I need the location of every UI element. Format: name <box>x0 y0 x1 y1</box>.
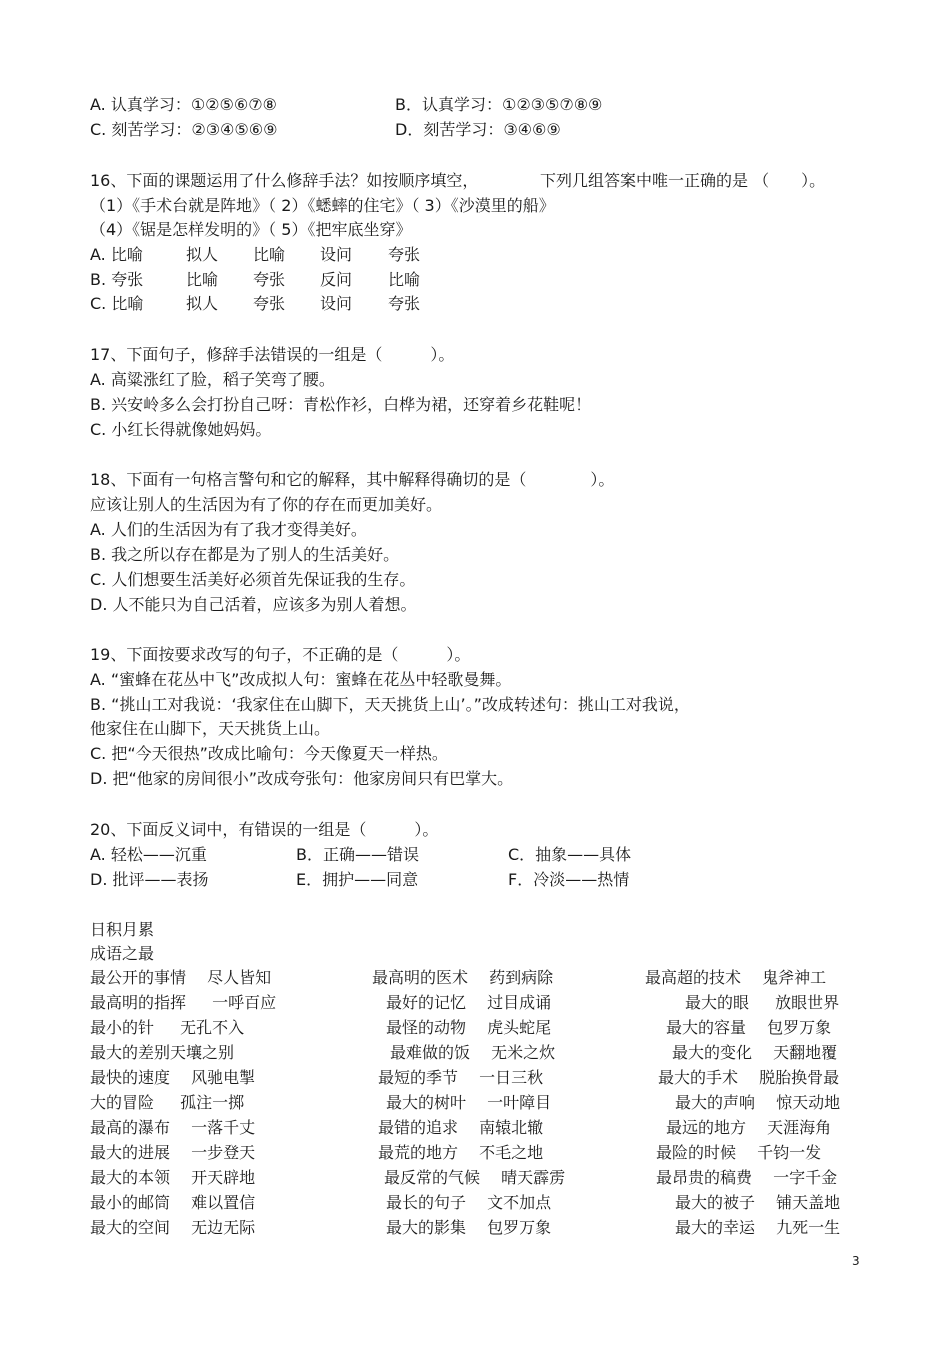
q19-option-d: D. 把“他家的房间很小”改成夸张句：他家房间只有巴掌大。 <box>90 769 514 788</box>
q15-option-a: A. 认真学习：①②⑤⑥⑦⑧ <box>90 95 277 114</box>
q20-option-c: C．抽象——具体 <box>508 845 632 864</box>
idiom-item: 最高明的医术 药到病除 <box>372 968 554 987</box>
q20-option-e: E．拥护——同意 <box>296 870 419 889</box>
q16-option-a-item: 比喻 <box>253 245 286 264</box>
idiom-item: 最快的速度 风驰电掣 <box>90 1068 256 1087</box>
q16-option-a-label: A. 比喻 <box>90 245 143 264</box>
q19-option-c: C. 把“今天很热”改成比喻句：今天像夏天一样热。 <box>90 744 448 763</box>
q16-option-c-item: 拟人 <box>186 294 219 313</box>
idiom-item: 最大的树叶 一叶障目 <box>386 1093 552 1112</box>
section-subtitle: 成语之最 <box>90 944 155 963</box>
idiom-item: 最昂贵的稿费 一字千金 <box>656 1168 838 1187</box>
q18-option-a: A. 人们的生活因为有了我才变得美好。 <box>90 520 367 539</box>
idiom-item: 最好的记忆 过目成诵 <box>386 993 552 1012</box>
q16-option-a-item: 设问 <box>320 245 353 264</box>
idiom-item: 最大的声响 惊天动地 <box>675 1093 841 1112</box>
idiom-item: 最大的手术 脱胎换骨最 <box>658 1068 840 1087</box>
q16-option-b-item: 反问 <box>320 270 353 289</box>
q16-option-c-item: 设问 <box>320 294 353 313</box>
idiom-item: 最大的被子 铺天盖地 <box>675 1193 841 1212</box>
q18-stem: 18、下面有一句格言警句和它的解释，其中解释得确切的是（ ）。 <box>90 470 615 489</box>
q16-stem-part2: 下列几组答案中唯一正确的是 （ ）。 <box>540 171 826 190</box>
idiom-item: 最大的眼 放眼世界 <box>685 993 840 1012</box>
q16-option-b-item: 比喻 <box>186 270 219 289</box>
q16-option-a-item: 夸张 <box>388 245 421 264</box>
q16-titles-line1: （1）《手术台就是阵地》（ 2）《蟋蟀的住宅》（ 3）《沙漠里的船》 <box>90 196 555 215</box>
idiom-item: 最大的影集 包罗万象 <box>386 1218 552 1237</box>
idiom-item: 最高的瀑布 一落千丈 <box>90 1118 256 1137</box>
idiom-item: 最险的时候 千钧一发 <box>656 1143 822 1162</box>
idiom-item: 最大的幸运 九死一生 <box>675 1218 841 1237</box>
q20-stem: 20、下面反义词中，有错误的一组是（ ）。 <box>90 820 439 839</box>
q19-option-a: A. “蜜蜂在花丛中飞”改成拟人句：蜜蜂在花丛中轻歌曼舞。 <box>90 670 512 689</box>
q16-option-b-item: 比喻 <box>388 270 421 289</box>
q20-option-f: F．冷淡——热情 <box>508 870 630 889</box>
idiom-item: 最公开的事情 尽人皆知 <box>90 968 272 987</box>
idiom-item: 最荒的地方 不毛之地 <box>378 1143 544 1162</box>
q19-option-b-line2: 他家住在山脚下，天天挑货上山。 <box>90 719 331 738</box>
q18-quote: 应该让别人的生活因为有了你的存在而更加美好。 <box>90 495 443 514</box>
idiom-item: 最反常的气候 晴天霹雳 <box>384 1168 566 1187</box>
q16-titles-line2: （4）《锯是怎样发明的》（ 5）《把牢底坐穿》 <box>90 220 412 239</box>
q17-stem: 17、下面句子，修辞手法错误的一组是（ ）。 <box>90 345 455 364</box>
idiom-item: 最大的差别天壤之别 <box>90 1043 235 1062</box>
idiom-item: 最大的进展 一步登天 <box>90 1143 256 1162</box>
q18-option-d: D. 人不能只为自己活着，应该多为别人着想。 <box>90 595 417 614</box>
q16-option-c-label: C. 比喻 <box>90 294 144 313</box>
q16-option-c-item: 夸张 <box>388 294 421 313</box>
q16-stem-part1: 16、下面的课题运用了什么修辞手法？如按顺序填空， <box>90 171 479 190</box>
q15-option-d: D．刻苦学习：③④⑥⑨ <box>395 120 561 139</box>
idiom-item: 最高明的指挥 一呼百应 <box>90 993 277 1012</box>
q19-stem: 19、下面按要求改写的句子，不正确的是（ ）。 <box>90 645 471 664</box>
q20-option-d: D. 批评——表扬 <box>90 870 209 889</box>
page-number: 3 <box>852 1254 860 1268</box>
idiom-item: 最大的容量 包罗万象 <box>666 1018 832 1037</box>
q16-option-a-item: 拟人 <box>186 245 219 264</box>
idiom-item: 最大的空间 无边无际 <box>90 1218 256 1237</box>
q18-option-c: C. 人们想要生活美好必须首先保证我的生存。 <box>90 570 416 589</box>
idiom-item: 最难做的饭 无米之炊 <box>390 1043 556 1062</box>
section-title: 日积月累 <box>90 920 155 939</box>
idiom-item: 大的冒险 孤注一掷 <box>90 1093 245 1112</box>
q17-option-b: B. 兴安岭多么会打扮自己呀：青松作衫，白桦为裙，还穿着乡花鞋呢！ <box>90 395 592 414</box>
idiom-item: 最短的季节 一日三秋 <box>378 1068 544 1087</box>
q18-option-b: B. 我之所以存在都是为了别人的生活美好。 <box>90 545 400 564</box>
idiom-item: 最大的变化 天翻地覆 <box>672 1043 838 1062</box>
idiom-item: 最高超的技术 鬼斧神工 <box>645 968 827 987</box>
q16-option-b-label: B. 夸张 <box>90 270 144 289</box>
q16-option-b-item: 夸张 <box>253 270 286 289</box>
q20-option-b: B．正确——错误 <box>296 845 419 864</box>
idiom-item: 最长的句子 文不加点 <box>386 1193 552 1212</box>
idiom-item: 最小的邮筒 难以置信 <box>90 1193 256 1212</box>
q17-option-a: A. 高粱涨红了脸，稻子笑弯了腰。 <box>90 370 335 389</box>
q20-option-a: A. 轻松——沉重 <box>90 845 207 864</box>
q17-option-c: C. 小红长得就像她妈妈。 <box>90 420 272 439</box>
idiom-item: 最怪的动物 虎头蛇尾 <box>386 1018 552 1037</box>
idiom-item: 最小的针 无孔不入 <box>90 1018 245 1037</box>
idiom-item: 最大的本领 开天辟地 <box>90 1168 256 1187</box>
q15-option-b: B．认真学习：①②③⑤⑦⑧⑨ <box>395 95 603 114</box>
idiom-item: 最远的地方 天涯海角 <box>666 1118 832 1137</box>
q16-option-c-item: 夸张 <box>253 294 286 313</box>
q19-option-b-line1: B. “挑山工对我说：‘我家住在山脚下，天天挑货上山’。”改成转述句：挑山工对我说， <box>90 695 690 714</box>
idiom-item: 最错的追求 南辕北辙 <box>378 1118 544 1137</box>
q15-option-c: C. 刻苦学习：②③④⑤⑥⑨ <box>90 120 278 139</box>
